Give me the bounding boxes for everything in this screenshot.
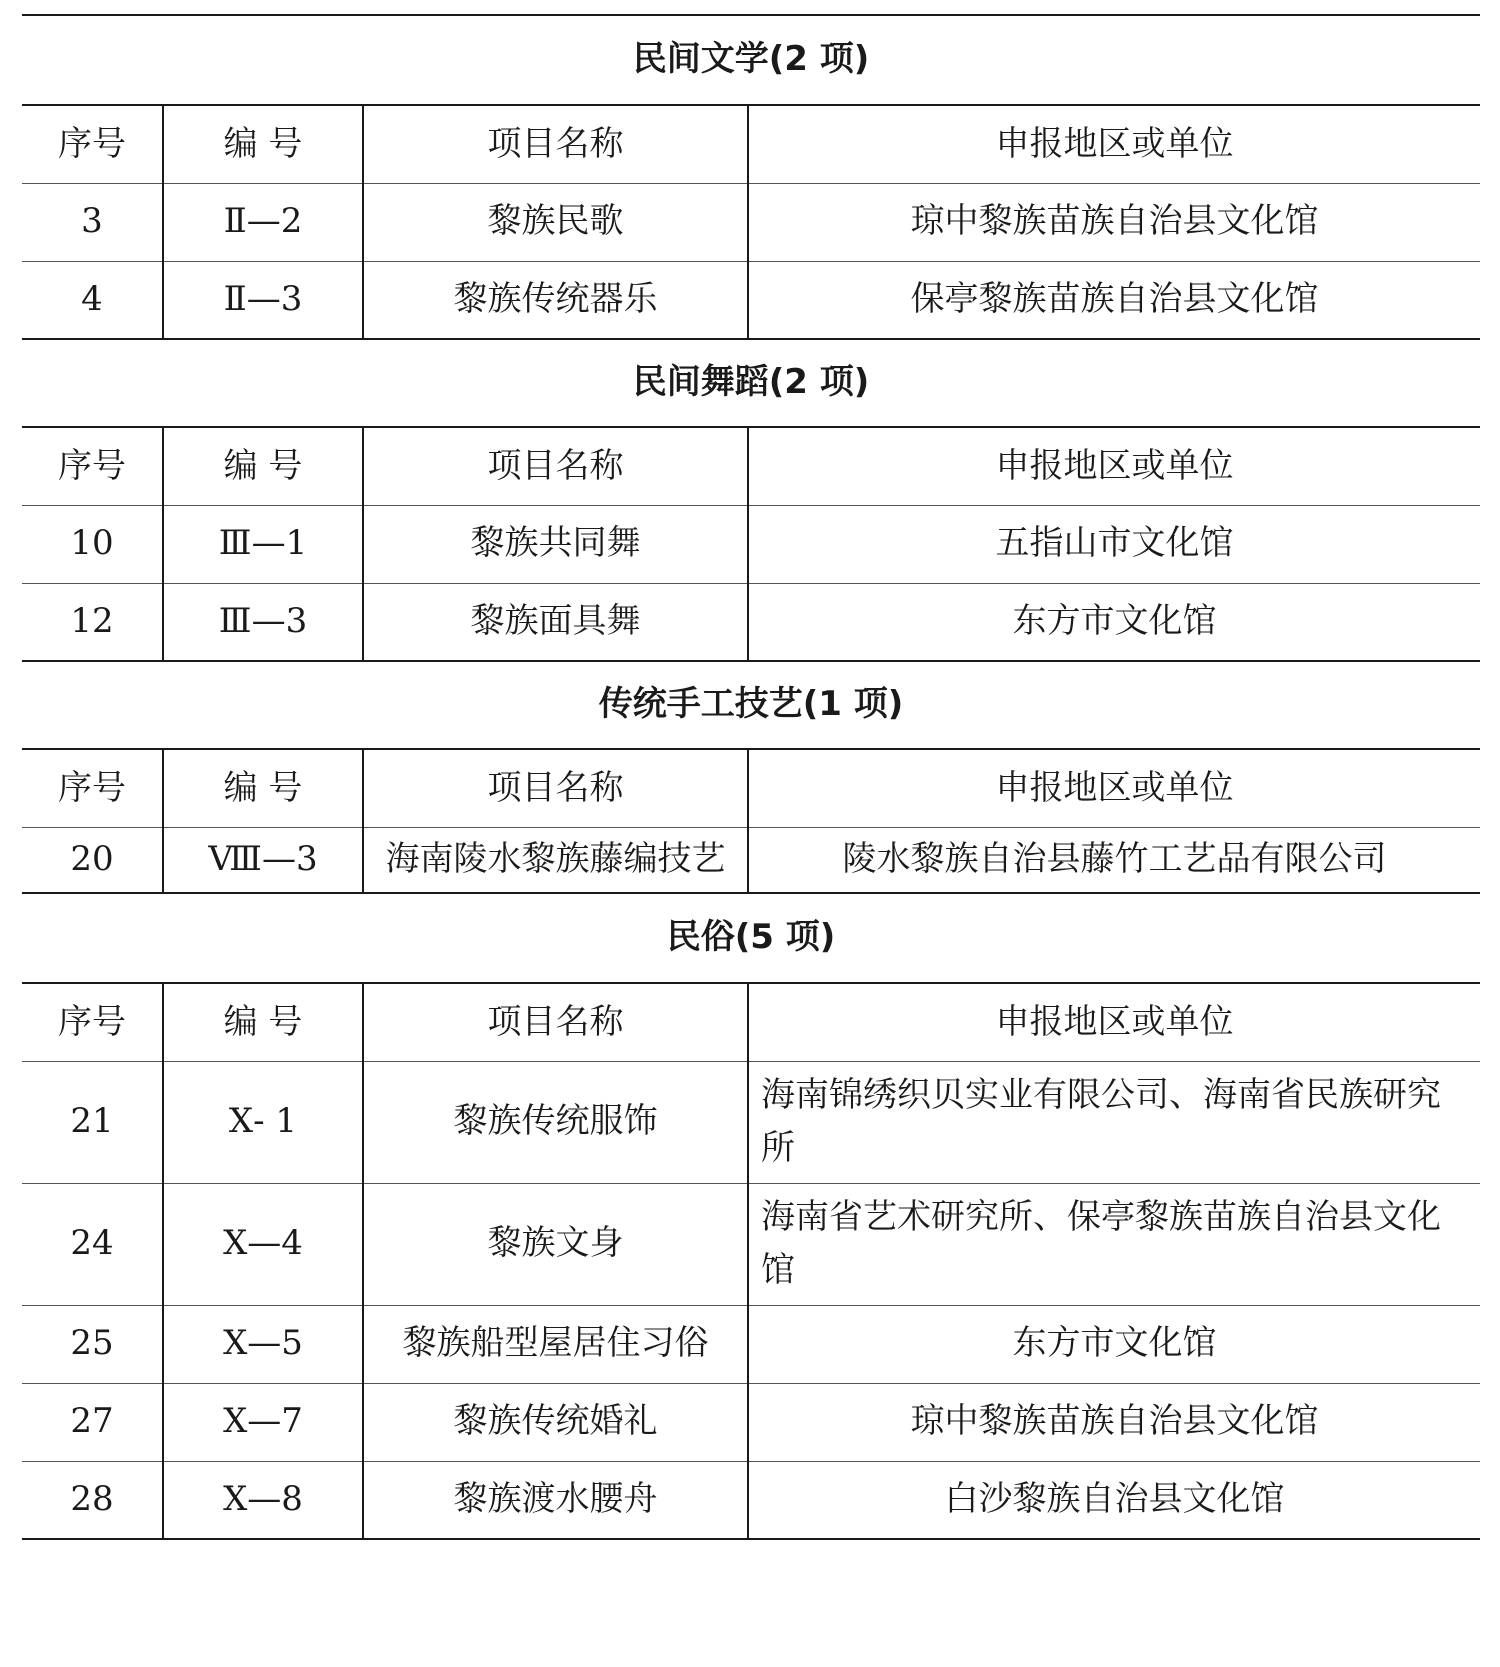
table-row [22, 261, 1480, 339]
table-row [22, 1061, 1480, 1183]
cell-org: 海南省艺术研究所、保亭黎族苗族自治县文化馆 [748, 1183, 1480, 1305]
cell-code: Ⅷ—3 [163, 827, 363, 893]
category-title: 民间文学(2 项) [22, 15, 1480, 105]
category-row [22, 15, 1480, 105]
cell-org: 琼中黎族苗族自治县文化馆 [748, 1383, 1480, 1461]
category-title: 民间舞蹈(2 项) [22, 339, 1480, 427]
cell-code: Ⅹ—7 [163, 1383, 363, 1461]
cell-org: 陵水黎族自治县藤竹工艺品有限公司 [748, 827, 1480, 893]
cell-org: 五指山市文化馆 [748, 505, 1480, 583]
table-row [22, 183, 1480, 261]
table-row [22, 827, 1480, 893]
cell-seq: 4 [22, 261, 163, 339]
header-org: 申报地区或单位 [748, 749, 1480, 827]
category-title: 传统手工技艺(1 项) [22, 661, 1480, 749]
cell-code: Ⅲ—3 [163, 583, 363, 661]
cell-name: 黎族渡水腰舟 [363, 1461, 748, 1539]
cell-org: 东方市文化馆 [748, 583, 1480, 661]
cell-name: 黎族传统婚礼 [363, 1383, 748, 1461]
category-row [22, 893, 1480, 983]
cell-org: 白沙黎族自治县文化馆 [748, 1461, 1480, 1539]
header-code: 编 号 [163, 749, 363, 827]
cell-seq: 3 [22, 183, 163, 261]
heritage-list-document [22, 14, 1480, 1540]
category-title: 民俗(5 项) [22, 893, 1480, 983]
header-row [22, 983, 1480, 1061]
cell-name: 黎族船型屋居住习俗 [363, 1305, 748, 1383]
header-seq: 序号 [22, 427, 163, 505]
cell-seq: 25 [22, 1305, 163, 1383]
cell-seq: 10 [22, 505, 163, 583]
cell-name: 黎族文身 [363, 1183, 748, 1305]
cell-seq: 27 [22, 1383, 163, 1461]
header-code: 编 号 [163, 427, 363, 505]
header-seq: 序号 [22, 983, 163, 1061]
cell-seq: 12 [22, 583, 163, 661]
cell-code: Ⅹ—5 [163, 1305, 363, 1383]
table-row [22, 1305, 1480, 1383]
header-row [22, 105, 1480, 183]
header-name: 项目名称 [363, 105, 748, 183]
table-row [22, 1461, 1480, 1539]
header-row [22, 427, 1480, 505]
cell-seq: 24 [22, 1183, 163, 1305]
cell-name: 黎族面具舞 [363, 583, 748, 661]
header-seq: 序号 [22, 749, 163, 827]
table-row [22, 1183, 1480, 1305]
header-name: 项目名称 [363, 983, 748, 1061]
cell-name: 海南陵水黎族藤编技艺 [363, 827, 748, 893]
cell-code: Ⅹ- 1 [163, 1061, 363, 1183]
cell-seq: 20 [22, 827, 163, 893]
heritage-table [22, 14, 1480, 1540]
cell-code: Ⅹ—4 [163, 1183, 363, 1305]
cell-org: 琼中黎族苗族自治县文化馆 [748, 183, 1480, 261]
header-org: 申报地区或单位 [748, 983, 1480, 1061]
header-org: 申报地区或单位 [748, 105, 1480, 183]
header-seq: 序号 [22, 105, 163, 183]
cell-name: 黎族传统器乐 [363, 261, 748, 339]
cell-seq: 21 [22, 1061, 163, 1183]
table-row [22, 583, 1480, 661]
cell-name: 黎族民歌 [363, 183, 748, 261]
header-org: 申报地区或单位 [748, 427, 1480, 505]
cell-code: Ⅱ—3 [163, 261, 363, 339]
cell-seq: 28 [22, 1461, 163, 1539]
cell-org: 保亭黎族苗族自治县文化馆 [748, 261, 1480, 339]
cell-name: 黎族共同舞 [363, 505, 748, 583]
table-row [22, 505, 1480, 583]
category-row [22, 661, 1480, 749]
header-name: 项目名称 [363, 427, 748, 505]
cell-code: Ⅱ—2 [163, 183, 363, 261]
cell-code: Ⅲ—1 [163, 505, 363, 583]
category-row [22, 339, 1480, 427]
cell-name: 黎族传统服饰 [363, 1061, 748, 1183]
header-code: 编 号 [163, 983, 363, 1061]
cell-org: 东方市文化馆 [748, 1305, 1480, 1383]
cell-code: Ⅹ—8 [163, 1461, 363, 1539]
cell-org: 海南锦绣织贝实业有限公司、海南省民族研究所 [748, 1061, 1480, 1183]
table-row [22, 1383, 1480, 1461]
header-name: 项目名称 [363, 749, 748, 827]
header-row [22, 749, 1480, 827]
header-code: 编 号 [163, 105, 363, 183]
